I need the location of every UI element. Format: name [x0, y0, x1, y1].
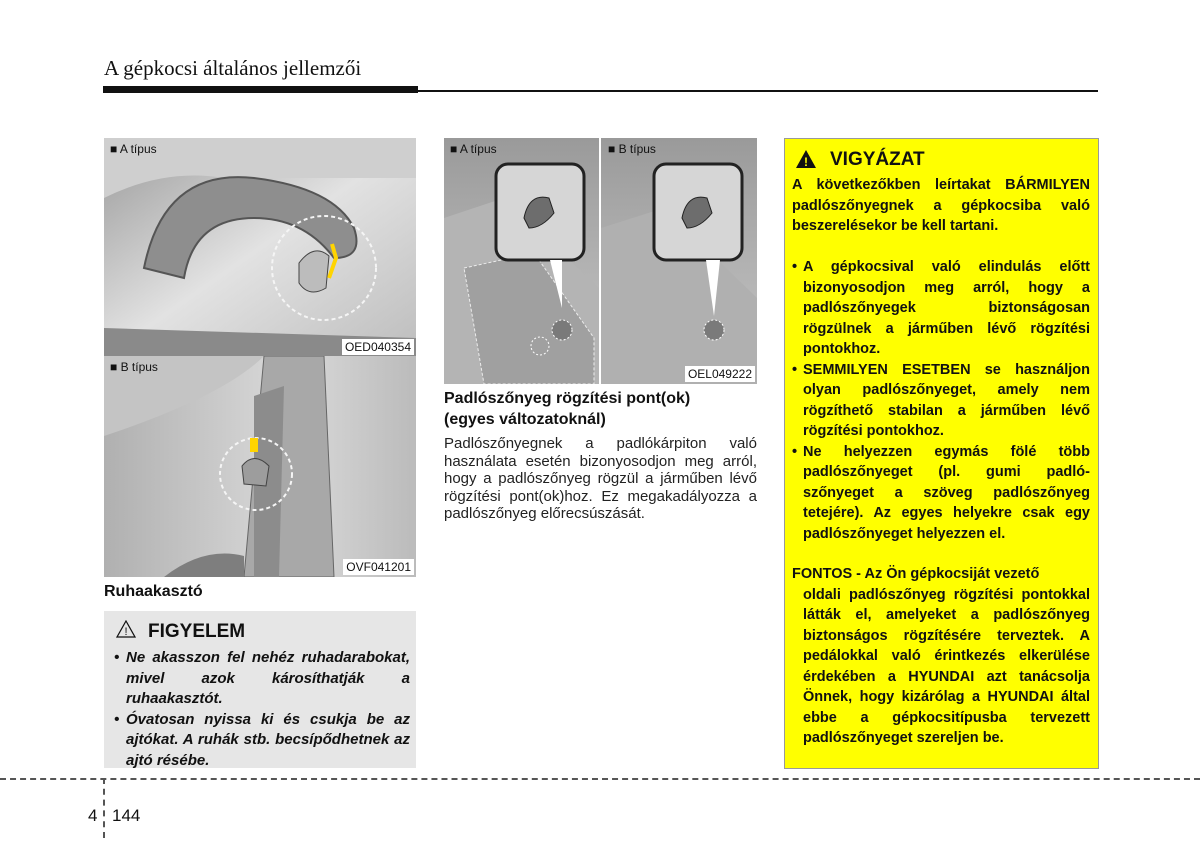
figure-label-b: ■ B típus — [608, 142, 656, 156]
caution-note-body: oldali padlószőnyeg rögzítési pontokkal látták el, amelyeket a padlószőnyeg biztonságos rögzítésére terveztek. A pedálokkal való érintkezés elkerülése érdekében a HYUNDAI azt tanácsolja Önnek, hogy kizárólag a HYUNDAI által ebbe a gépkocsitípusba tervezett padlószőnyeget szereljen be. — [803, 586, 1090, 746]
header-rule-thin — [418, 90, 1098, 92]
figure-coat-hook-type-b — [104, 356, 416, 577]
figure-coat-hook-type-a — [104, 138, 416, 357]
figure-label: ■ A típus — [110, 142, 157, 156]
caution-box — [784, 138, 1099, 769]
warning-item: • Óvatosan nyissa ki és csukja be az ajtókat. A ruhák stb. becsípődhetnek az ajtó résébe. — [114, 710, 410, 772]
floor-mat-anchor-illustration — [444, 138, 757, 384]
figure-code: OVF041201 — [343, 559, 414, 575]
figure-floor-mat-anchor — [444, 138, 757, 384]
warning-box — [104, 611, 416, 768]
warning-item: • Ne akasszon fel nehéz ruhadarabokat, mivel azok károsíthatják a ruhaakasztót. — [114, 648, 410, 710]
section-heading-floor-mat-line1: Padlószőnyeg rögzítési pont(ok) — [444, 390, 691, 407]
page-chapter-number: 4 — [88, 806, 98, 825]
section-heading-floor-mat-line2: (egyes változatoknál) — [444, 411, 606, 428]
caution-list — [792, 257, 1090, 544]
caution-title: VIGYÁZAT — [830, 149, 925, 170]
svg-text:!: ! — [804, 155, 808, 169]
caution-note-label: FONTOS - Az Ön gépkocsiját vezető — [792, 566, 1040, 582]
figure-code: OED040354 — [342, 339, 414, 355]
coat-hook-a-illustration — [104, 138, 416, 357]
header-rule-thick — [103, 86, 418, 93]
figure-label-a: ■ A típus — [450, 142, 497, 156]
caution-icon — [795, 149, 817, 174]
footer-vertical-divider — [103, 778, 105, 838]
caution-note — [792, 564, 1090, 749]
footer-divider — [0, 778, 1200, 780]
figure-code: OEL049222 — [685, 366, 755, 382]
floor-mat-body: Padlószőnyegnek a padlókárpiton való használata esetén bizonyosodjon meg arról, hogy a padlószőnyeg rögzül a járműben lévő rögzítési pont(ok)hoz. Ez megakadályozza a padlószőnyeg előrecsúszását. — [444, 435, 757, 522]
caution-item: • A gépkocsival való elindulás előtt bizonyosodjon meg arról, hogy a padlószőnyegek biztonságosan rögzülnek a járműben lévő rögzítési pontokhoz. — [792, 257, 1090, 360]
section-heading-coat-hook: Ruhaakasztó — [104, 583, 203, 600]
page-number: 144 — [112, 806, 141, 825]
coat-hook-b-illustration — [104, 356, 416, 577]
warning-icon — [116, 620, 136, 643]
caution-item: • SEMMILYEN ESETBEN se használjon olyan padlószőnyeget, amely nem rögzíthető stabilan a járműben lévő rögzítési pontokhoz. — [792, 360, 1090, 442]
warning-list — [114, 648, 410, 771]
figure-label: ■ B típus — [110, 360, 158, 374]
warning-title: FIGYELEM — [148, 621, 246, 642]
caution-intro: A következőkben leírtakat BÁRMILYEN padlószőnyegnek a gépkocsiba való beszerelésekor be kell tartani. — [792, 177, 1090, 234]
caution-item: • Ne helyezzen egymás fölé több padlószőnyeget (pl. gumi padlószőnyeget a szöveg padlószőnyeg tetejére). Az egyes helyekre csak egy padlószőnyeget helyezzen el. — [792, 442, 1090, 545]
svg-text:!: ! — [124, 626, 128, 638]
page-header-title: A gépkocsi általános jellemzői — [104, 56, 362, 80]
